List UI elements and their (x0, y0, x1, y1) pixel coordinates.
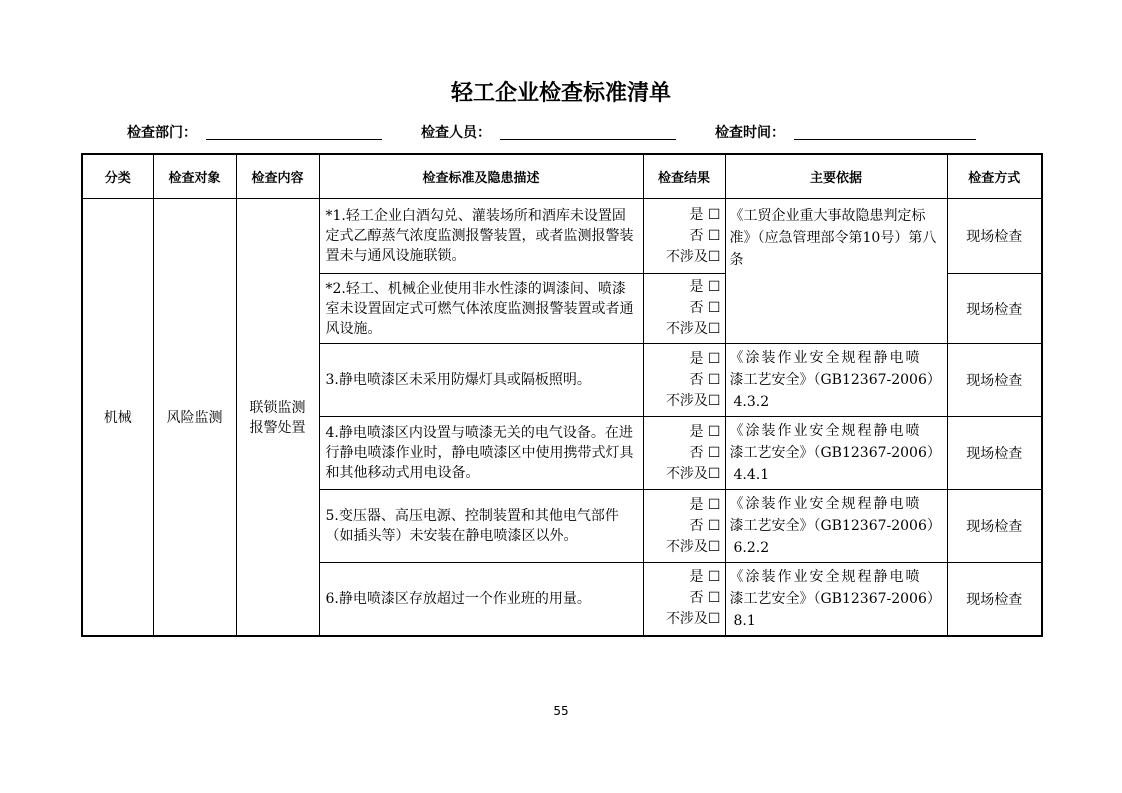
method-cell: 现场检查 (947, 274, 1042, 344)
inspector-label: 检查人员： (421, 125, 491, 141)
standard-cell: 3.静电喷漆区未采用防爆灯具或隔板照明。 (319, 344, 643, 417)
header-object: 检查对象 (153, 154, 236, 199)
result-yes-checkbox[interactable]: 是 ☐ (689, 279, 721, 295)
standard-cell: 6.静电喷漆区存放超过一个作业班的用量。 (319, 563, 643, 636)
page-title: 轻工企业检查标准清单 (450, 81, 671, 106)
result-na-checkbox[interactable]: 不涉及☐ (665, 321, 721, 337)
result-cell (643, 563, 725, 636)
result-no-checkbox[interactable]: 否 ☐ (689, 590, 721, 607)
standard-cell: *2.轻工、机械企业使用非水性漆的调漆间、喷漆室未设置固定式可燃气体浓度监测报警装置或者通风设施。 (319, 274, 643, 344)
time-label: 检查时间： (715, 125, 785, 141)
basis-cell (725, 417, 947, 490)
result-na-checkbox[interactable]: 不涉及☐ (665, 465, 721, 482)
basis-standard: 漆工艺安全》（GB12367-2006） (729, 590, 941, 607)
method-cell: 现场检查 (947, 199, 1042, 274)
header-content: 检查内容 (236, 154, 319, 199)
result-yes-checkbox[interactable]: 是 ☐ (689, 496, 721, 513)
result-no-checkbox[interactable]: 否 ☐ (689, 444, 721, 461)
header-basis: 主要依据 (725, 154, 947, 199)
result-cell (643, 417, 725, 490)
result-cell (643, 490, 725, 563)
header-method: 检查方式 (947, 154, 1042, 199)
basis-cell (725, 344, 947, 417)
basis-title: 《涂装作业安全规程静电喷 (729, 423, 922, 439)
result-no-checkbox[interactable]: 否 ☐ (689, 300, 721, 316)
method-cell: 现场检查 (947, 417, 1042, 490)
result-cell (643, 344, 725, 417)
result-yes-checkbox[interactable]: 是 ☐ (689, 206, 721, 223)
standard-cell: 4.静电喷漆区内设置与喷漆无关的电气设备。在进行静电喷漆作业时，静电喷漆区中使用携带式灯具和其他移动式用电设备。 (319, 417, 643, 490)
result-na-checkbox[interactable]: 不涉及☐ (665, 248, 721, 265)
method-cell: 现场检查 (947, 344, 1042, 417)
content-cell: 联锁监测报警处置 (236, 199, 319, 636)
basis-clause: 4.4.1 (733, 467, 770, 483)
basis-cell (725, 490, 947, 563)
basis-cell (725, 563, 947, 636)
basis-title: 《涂装作业安全规程静电喷 (729, 350, 922, 366)
checklist-table (81, 153, 1043, 637)
dept-field[interactable] (206, 139, 382, 140)
time-field[interactable] (794, 139, 976, 140)
result-yes-checkbox[interactable]: 是 ☐ (689, 423, 721, 440)
header-result: 检查结果 (643, 154, 725, 199)
basis-clause: 6.2.2 (733, 540, 770, 556)
result-cell (643, 274, 725, 344)
basis-title: 《涂装作业安全规程静电喷 (729, 568, 922, 585)
result-no-checkbox[interactable]: 否 ☐ (689, 227, 721, 244)
result-na-checkbox[interactable]: 不涉及☐ (665, 392, 721, 409)
result-no-checkbox[interactable]: 否 ☐ (689, 371, 721, 388)
basis-standard: 漆工艺安全》（GB12367-2006） (729, 518, 941, 534)
result-cell (643, 199, 725, 274)
result-yes-checkbox[interactable]: 是 ☐ (689, 350, 721, 367)
header-category: 分类 (82, 154, 153, 199)
basis-clause: 8.1 (733, 612, 756, 629)
header-standard: 检查标准及隐患描述 (319, 154, 643, 199)
result-yes-checkbox[interactable]: 是 ☐ (689, 569, 721, 586)
basis-clause: 4.3.2 (733, 394, 770, 410)
basis-standard: 漆工艺安全》（GB12367-2006） (729, 372, 941, 388)
dept-label: 检查部门： (127, 125, 197, 141)
method-cell: 现场检查 (947, 563, 1042, 636)
result-na-checkbox[interactable]: 不涉及☐ (665, 611, 721, 628)
result-na-checkbox[interactable]: 不涉及☐ (665, 538, 721, 555)
standard-cell: 5.变压器、高压电源、控制装置和其他电气部件（如插头等）未安装在静电喷漆区以外。 (319, 490, 643, 563)
header-row (82, 154, 1042, 199)
object-cell: 风险监测 (153, 199, 236, 636)
basis-cell: 《工贸企业重大事故隐患判定标准》（应急管理部令第10号）第八条 (725, 199, 947, 344)
standard-cell: *1.轻工企业白酒勾兑、灌装场所和酒库未设置固定式乙醇蒸气浓度监测报警装置，或者监测报警装置未与通风设施联锁。 (319, 199, 643, 274)
category-cell: 机械 (82, 199, 153, 636)
page-number: 55 (553, 704, 569, 718)
inspector-field[interactable] (500, 139, 676, 140)
basis-title: 《涂装作业安全规程静电喷 (729, 496, 922, 512)
result-no-checkbox[interactable]: 否 ☐ (689, 517, 721, 534)
basis-standard: 漆工艺安全》（GB12367-2006） (729, 445, 941, 461)
method-cell: 现场检查 (947, 490, 1042, 563)
table-row (82, 199, 1042, 274)
